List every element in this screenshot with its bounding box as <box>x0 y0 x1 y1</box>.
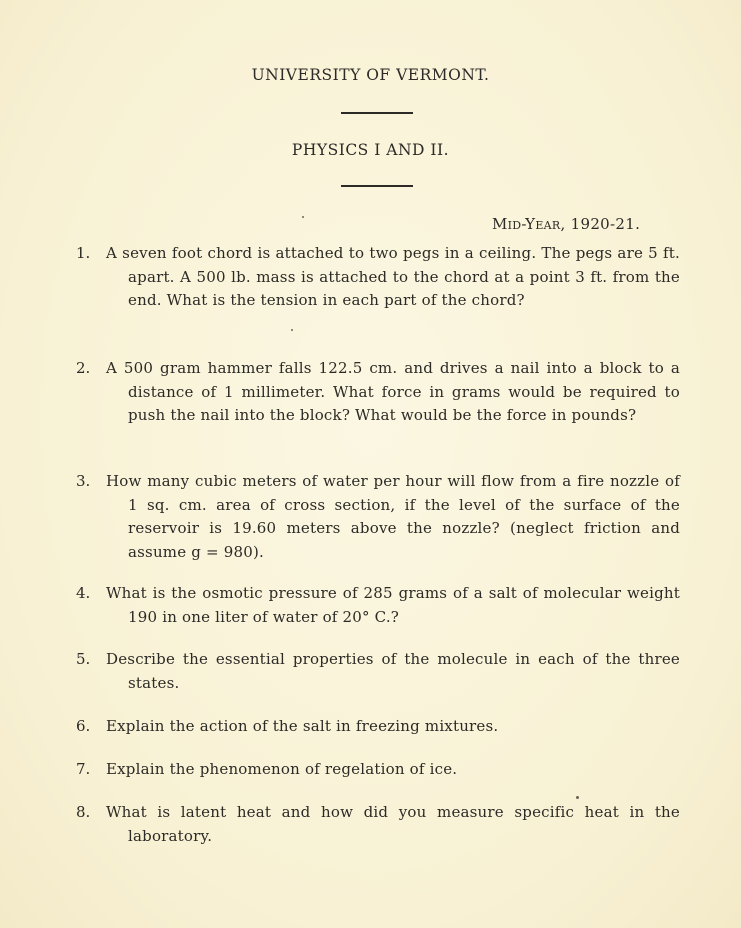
question-text: How many cubic meters of water per hour will flow from a fire nozzle of 1 sq. cm. area of cross section, if the level of the surface of the reservoir is 19.60 meters above the nozzle? (neglect friction and assume g = 980). <box>106 472 680 561</box>
question-8 <box>76 801 680 848</box>
question-number: 5. <box>76 650 91 668</box>
question-text: A 500 gram hammer falls 122.5 cm. and drives a nail into a block to a distance of 1 millimeter. What force in grams would be required to push the nail into the block? What would be the force in pounds? <box>106 359 680 424</box>
question-text: What is latent heat and how did you measure specific heat in the laboratory. <box>106 803 680 845</box>
question-number: 7. <box>76 760 91 778</box>
question-3 <box>76 470 680 564</box>
question-text: What is the osmotic pressure of 285 grams of a salt of molecular weight 190 in one liter of water of 20° C.? <box>106 584 680 626</box>
question-number: 1. <box>76 244 91 262</box>
question-number: 2. <box>76 359 91 377</box>
question-number: 4. <box>76 584 91 602</box>
question-text: A seven foot chord is attached to two pegs in a ceiling. The pegs are 5 ft. apart. A 500 lb. mass is attached to the chord at a point 3 ft. from the end. What is the tension in each part of the chord? <box>106 244 680 309</box>
institution-title: UNIVERSITY OF VERMONT. <box>251 66 490 84</box>
question-1 <box>76 242 680 313</box>
ink-speck <box>302 216 304 218</box>
question-5 <box>76 648 680 695</box>
question-text: Explain the action of the salt in freezing mixtures. <box>106 717 499 735</box>
question-6 <box>76 715 680 739</box>
question-text: Explain the phenomenon of regelation of ice. <box>106 760 458 778</box>
divider-rule-bottom <box>341 185 413 187</box>
divider-rule-top <box>341 112 413 114</box>
ink-speck <box>576 796 579 799</box>
question-4 <box>76 582 680 629</box>
question-7 <box>76 758 680 782</box>
question-2 <box>76 357 680 428</box>
question-number: 8. <box>76 803 91 821</box>
question-number: 3. <box>76 472 91 490</box>
ink-speck <box>291 329 293 331</box>
course-title: PHYSICS I AND II. <box>291 141 450 159</box>
question-number: 6. <box>76 717 91 735</box>
exam-date: Mid-Year, 1920-21. <box>492 215 641 233</box>
question-text: Describe the essential properties of the molecule in each of the three states. <box>106 650 680 692</box>
